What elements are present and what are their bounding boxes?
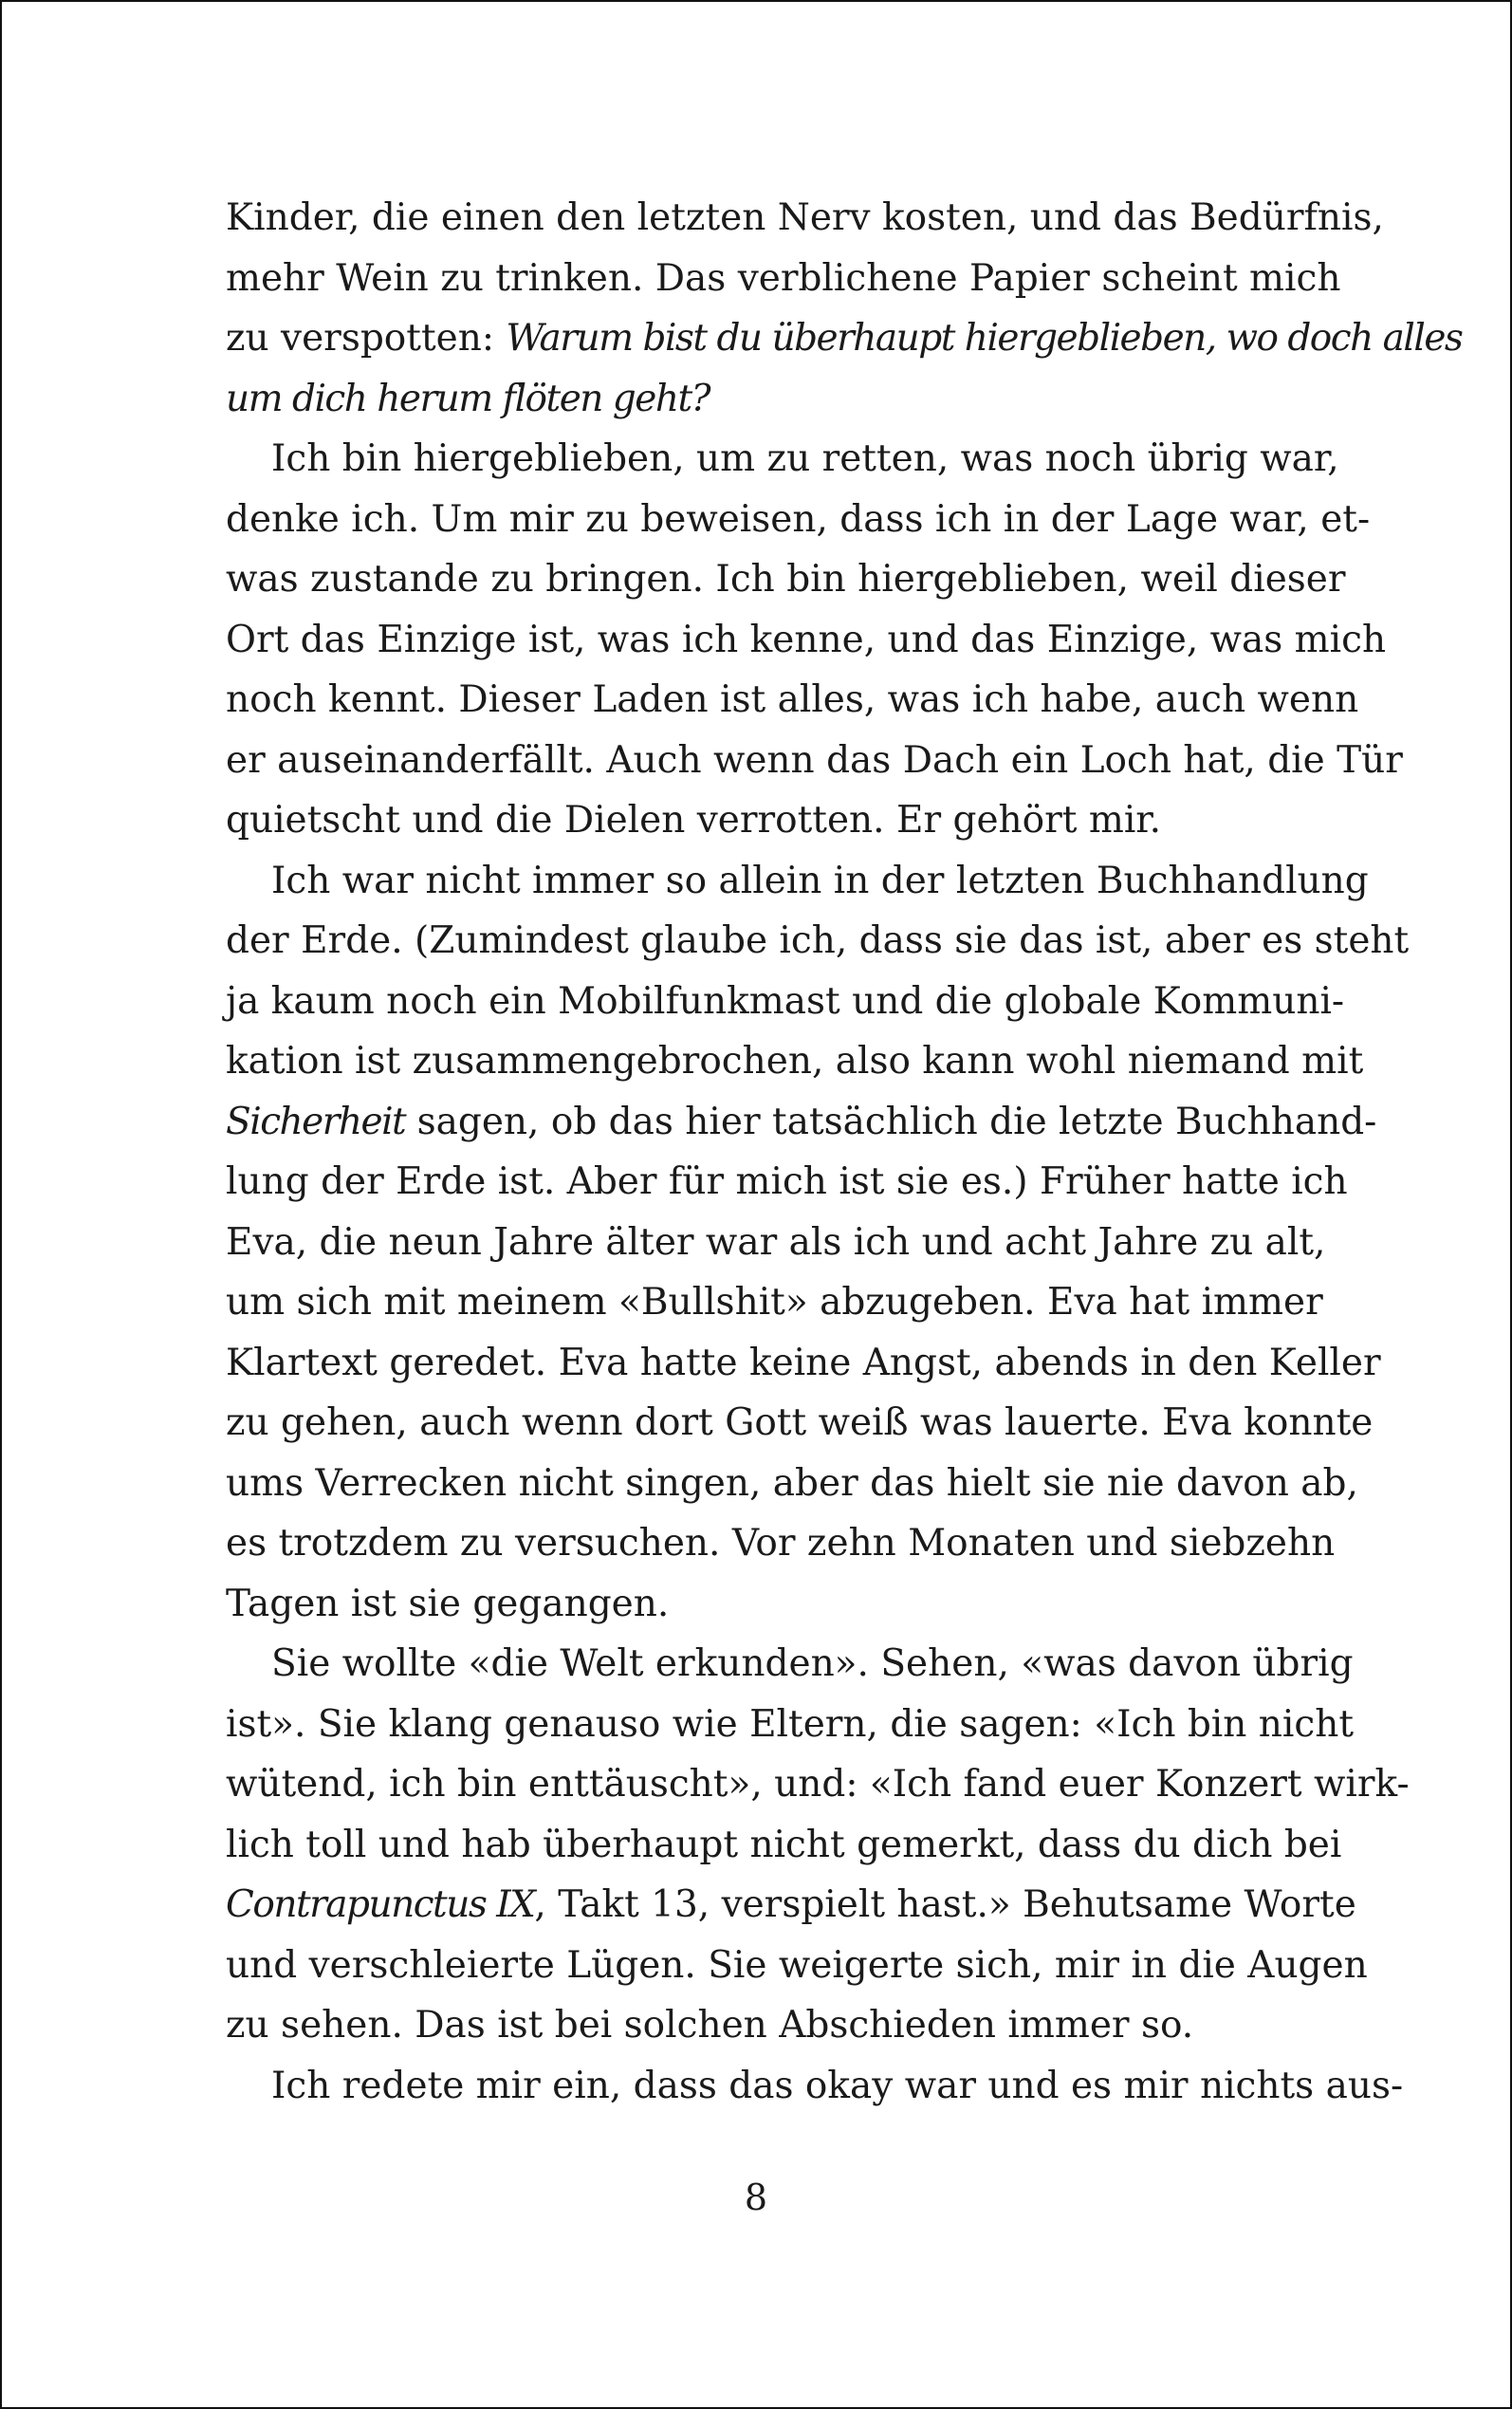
- text-line: [226, 1333, 1381, 1394]
- text-line: [226, 1393, 1374, 1454]
- text-span: quietscht und die Dielen verrotten. Er gehört mir.: [226, 799, 1162, 842]
- text-span: Ich redete mir ein, dass das okay war und es mir nichts aus-: [271, 2064, 1404, 2107]
- text-line: [226, 1574, 1307, 1635]
- text-line: [226, 911, 1410, 972]
- text-line: [226, 1936, 1368, 1996]
- text-line: [226, 670, 1359, 731]
- text-span: lich toll und hab überhaupt nicht gemerkt, dass du dich bei: [226, 1823, 1342, 1866]
- paragraph: [226, 188, 1463, 429]
- text-span: sagen, ob das hier tatsächlich die letzte Buchhand-: [405, 1100, 1377, 1143]
- text-span: und verschleierte Lügen. Sie weigerte sich, mir in die Augen: [226, 1943, 1368, 1987]
- italic-text: um dich herum flöten geht?: [226, 377, 710, 420]
- text-line: [226, 790, 1307, 851]
- text-line: [226, 308, 1463, 369]
- text-line: [226, 1875, 1356, 1936]
- italic-text: Sicherheit: [226, 1100, 406, 1143]
- text-line: [226, 972, 1345, 1032]
- body-text: [226, 188, 1463, 2116]
- text-span: Sie wollte «die Welt erkunden». Sehen, «was davon übrig: [271, 1642, 1354, 1685]
- text-line: [226, 2056, 1404, 2117]
- text-span: Eva, die neun Jahre älter war als ich und acht Jahre zu alt,: [226, 1220, 1326, 1264]
- text-span: ist». Sie klang genauso wie Eltern, die sagen: «Ich bin nicht: [226, 1702, 1355, 1746]
- text-span: was zustande zu bringen. Ich bin hiergeblieben, weil dieser: [226, 558, 1346, 601]
- italic-text: Contrapunctus IX: [226, 1883, 535, 1926]
- text-line: [226, 549, 1346, 610]
- text-span: um sich mit meinem «Bullshit» abzugeben. Eva hat immer: [226, 1281, 1323, 1324]
- text-span: zu gehen, auch wenn dort Gott weiß was lauerte. Eva konnte: [226, 1401, 1374, 1444]
- paragraph: [226, 429, 1403, 851]
- text-span: mehr Wein zu trinken. Das verblichene Papier scheint mich: [226, 256, 1341, 300]
- text-span: Kinder, die einen den letzten Nerv kosten, und das Bedürfnis,: [226, 196, 1384, 239]
- text-line: [226, 1031, 1364, 1092]
- text-span: denke ich. Um mir zu beweisen, dass ich in der Lage war, et-: [226, 497, 1371, 541]
- text-span: noch kennt. Dieser Laden ist alles, was ich habe, auch wenn: [226, 678, 1359, 721]
- text-span: ja kaum noch ein Mobilfunkmast und die globale Kommuni-: [226, 979, 1345, 1023]
- text-line: [226, 1995, 1307, 2056]
- text-span: es trotzdem zu versuchen. Vor zehn Monaten und siebzehn: [226, 1522, 1336, 1565]
- text-line: [226, 1815, 1342, 1876]
- text-line: [226, 1152, 1348, 1213]
- text-line: [226, 249, 1341, 309]
- text-span: zu sehen. Das ist bei solchen Abschieden immer so.: [226, 2004, 1194, 2047]
- text-line: [226, 610, 1387, 671]
- text-line: [226, 1513, 1336, 1574]
- text-span: wütend, ich bin enttäuscht», und: «Ich fand euer Konzert wirk-: [226, 1763, 1410, 1806]
- text-span: Ort das Einzige ist, was ich kenne, und das Einzige, was mich: [226, 618, 1387, 661]
- text-span: , Takt 13, verspielt hast.» Behutsame Worte: [534, 1883, 1356, 1926]
- text-line: [226, 1695, 1355, 1755]
- text-span: ums Verrecken nicht singen, aber das hielt sie nie davon ab,: [226, 1461, 1358, 1505]
- text-span: er auseinanderfällt. Auch wenn das Dach ein Loch hat, die Tür: [226, 738, 1403, 782]
- text-span: der Erde. (Zumindest glaube ich, dass sie das ist, aber es steht: [226, 919, 1410, 962]
- text-line: [226, 369, 1307, 430]
- text-line: [226, 429, 1339, 490]
- text-span: zu verspotten:: [226, 317, 507, 360]
- text-line: [226, 1754, 1410, 1815]
- paragraph: [226, 2056, 1404, 2117]
- text-span: Ich war nicht immer so allein in der letzten Buchhandlung: [271, 859, 1369, 902]
- text-line: [226, 1454, 1358, 1514]
- text-line: [226, 1092, 1377, 1153]
- text-line: [226, 1213, 1326, 1273]
- italic-text: Warum bist du überhaupt hiergeblieben, wo doch alles: [506, 317, 1463, 360]
- paragraph: [226, 851, 1410, 1635]
- paragraph: [226, 1634, 1410, 2056]
- text-span: Tagen ist sie gegangen.: [226, 1582, 670, 1625]
- text-line: [226, 1272, 1323, 1333]
- text-line: [226, 490, 1371, 550]
- page-number: 8: [744, 2177, 768, 2218]
- text-line: [226, 188, 1384, 249]
- text-span: kation ist zusammengebrochen, also kann wohl niemand mit: [226, 1040, 1364, 1083]
- text-line: [226, 1634, 1354, 1695]
- text-line: [226, 851, 1369, 912]
- text-line: [226, 731, 1403, 791]
- text-span: Ich bin hiergeblieben, um zu retten, was noch übrig war,: [271, 437, 1339, 480]
- text-span: Klartext geredet. Eva hatte keine Angst, abends in den Keller: [226, 1341, 1381, 1384]
- text-span: lung der Erde ist. Aber für mich ist sie es.) Früher hatte ich: [226, 1160, 1348, 1203]
